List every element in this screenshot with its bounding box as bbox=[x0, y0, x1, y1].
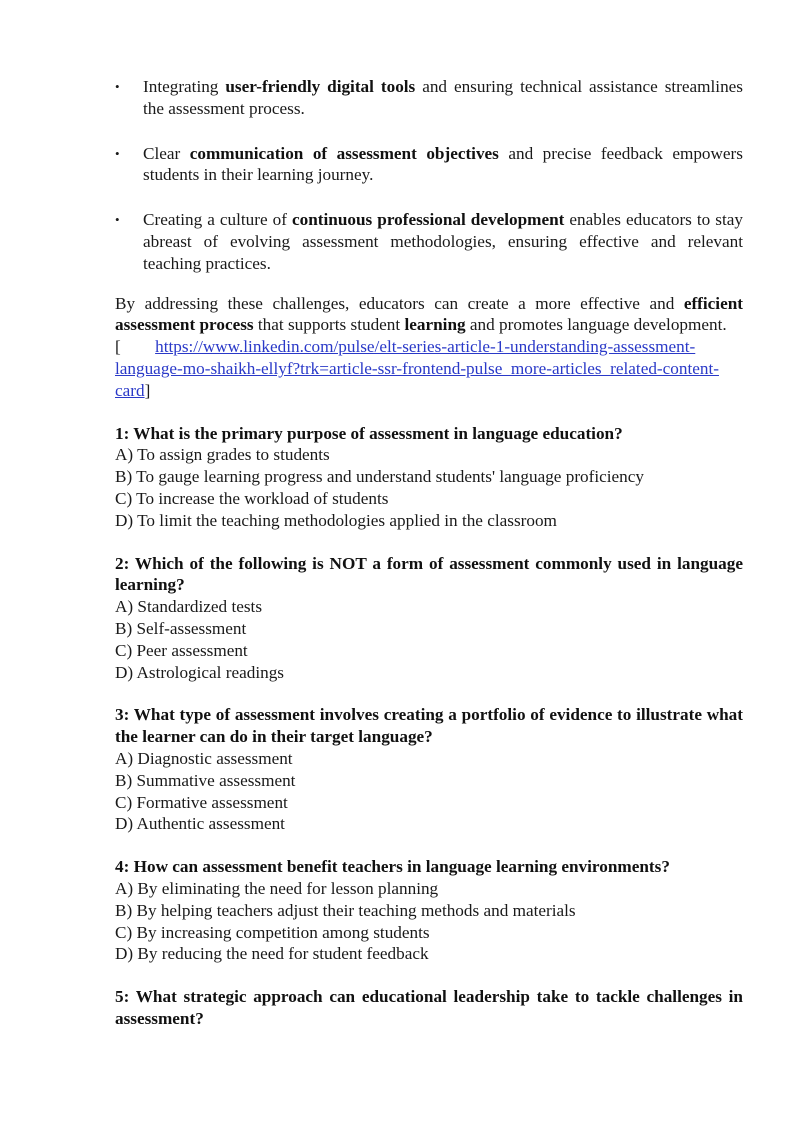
answer-option: C) Peer assessment bbox=[115, 640, 248, 660]
question-title: 4: How can assessment benefit teachers in language learning environments? bbox=[115, 857, 670, 877]
bullet-text: Creating a culture of bbox=[143, 210, 292, 230]
question-title: 1: What is the primary purpose of assessment in language education? bbox=[115, 423, 623, 443]
answer-option: B) Self-assessment bbox=[115, 618, 247, 638]
answer-option: C) By increasing competition among students bbox=[115, 922, 430, 942]
bracket-open: [ bbox=[115, 337, 121, 357]
bullet-bold-text: communication of assessment objectives bbox=[189, 143, 499, 163]
question-block bbox=[115, 986, 743, 1030]
bullet-item bbox=[115, 76, 743, 120]
answer-option: D) Authentic assessment bbox=[115, 814, 285, 834]
bullet-text: Clear bbox=[143, 143, 190, 163]
answer-option: B) By helping teachers adjust their teaching methods and materials bbox=[115, 900, 576, 920]
source-reference bbox=[115, 336, 743, 401]
source-link[interactable]: https://www.linkedin.com/pulse/elt-series-article-1-understanding-assessment-language-mo-shaikh-ellyf?trk=article-ssr-frontend-pulse_more-articles_related-content-card bbox=[115, 337, 719, 400]
answer-option: D) By reducing the need for student feedback bbox=[115, 944, 429, 964]
bullet-dot-icon: • bbox=[115, 212, 120, 228]
question-block bbox=[115, 704, 743, 835]
answer-option: A) Standardized tests bbox=[115, 597, 263, 617]
bullet-list bbox=[115, 76, 743, 275]
summary-text: By addressing these challenges, educators can create a more effective and bbox=[115, 293, 684, 313]
bullet-item bbox=[115, 209, 743, 274]
answer-option: D) To limit the teaching methodologies applied in the classroom bbox=[115, 510, 557, 530]
summary-paragraph bbox=[115, 293, 743, 337]
question-block bbox=[115, 553, 743, 684]
bullet-text: Integrating bbox=[143, 77, 226, 96]
question-title: 2: Which of the following is NOT a form of assessment commonly used in language learning? bbox=[115, 553, 743, 595]
answer-option: B) To gauge learning progress and understand students' language proficiency bbox=[115, 467, 644, 487]
bullet-dot-icon: • bbox=[115, 79, 120, 94]
bullet-text: and ensuring technical assistance streamlines the assessment process. bbox=[143, 77, 743, 118]
bullet-text: and precise feedback empowers students in their learning journey. bbox=[143, 143, 743, 185]
bullet-item bbox=[115, 143, 743, 187]
document-page bbox=[115, 76, 743, 1030]
question-title: 3: What type of assessment involves creating a portfolio of evidence to illustrate what the learner can do in their target language? bbox=[115, 705, 743, 747]
answer-option: C) Formative assessment bbox=[115, 792, 288, 812]
answer-option: D) Astrological readings bbox=[115, 662, 284, 682]
answer-option: A) To assign grades to students bbox=[115, 445, 330, 465]
question-block bbox=[115, 856, 743, 965]
bracket-close: ] bbox=[144, 380, 151, 400]
bullet-dot-icon: • bbox=[115, 145, 120, 161]
question-block bbox=[115, 423, 743, 532]
summary-text: that supports student bbox=[253, 315, 405, 335]
answer-option: C) To increase the workload of students bbox=[115, 488, 389, 508]
bullet-bold-text: continuous professional development bbox=[292, 210, 565, 230]
answer-option: B) Summative assessment bbox=[115, 770, 296, 790]
bullet-text: enables educators to stay abreast of evolving assessment methodologies, ensuring effective and relevant teaching practices. bbox=[143, 210, 743, 273]
question-title: 5: What strategic approach can educational leadership take to tackle challenges in assessment? bbox=[115, 987, 743, 1028]
answer-option: A) Diagnostic assessment bbox=[115, 748, 293, 768]
summary-bold-text: efficient assessment process bbox=[115, 293, 743, 335]
answer-option: A) By eliminating the need for lesson planning bbox=[115, 878, 439, 898]
summary-bold-text: learning bbox=[404, 315, 466, 335]
summary-text: and promotes language development. bbox=[465, 315, 727, 335]
bullet-bold-text: user-friendly digital tools bbox=[225, 77, 416, 96]
